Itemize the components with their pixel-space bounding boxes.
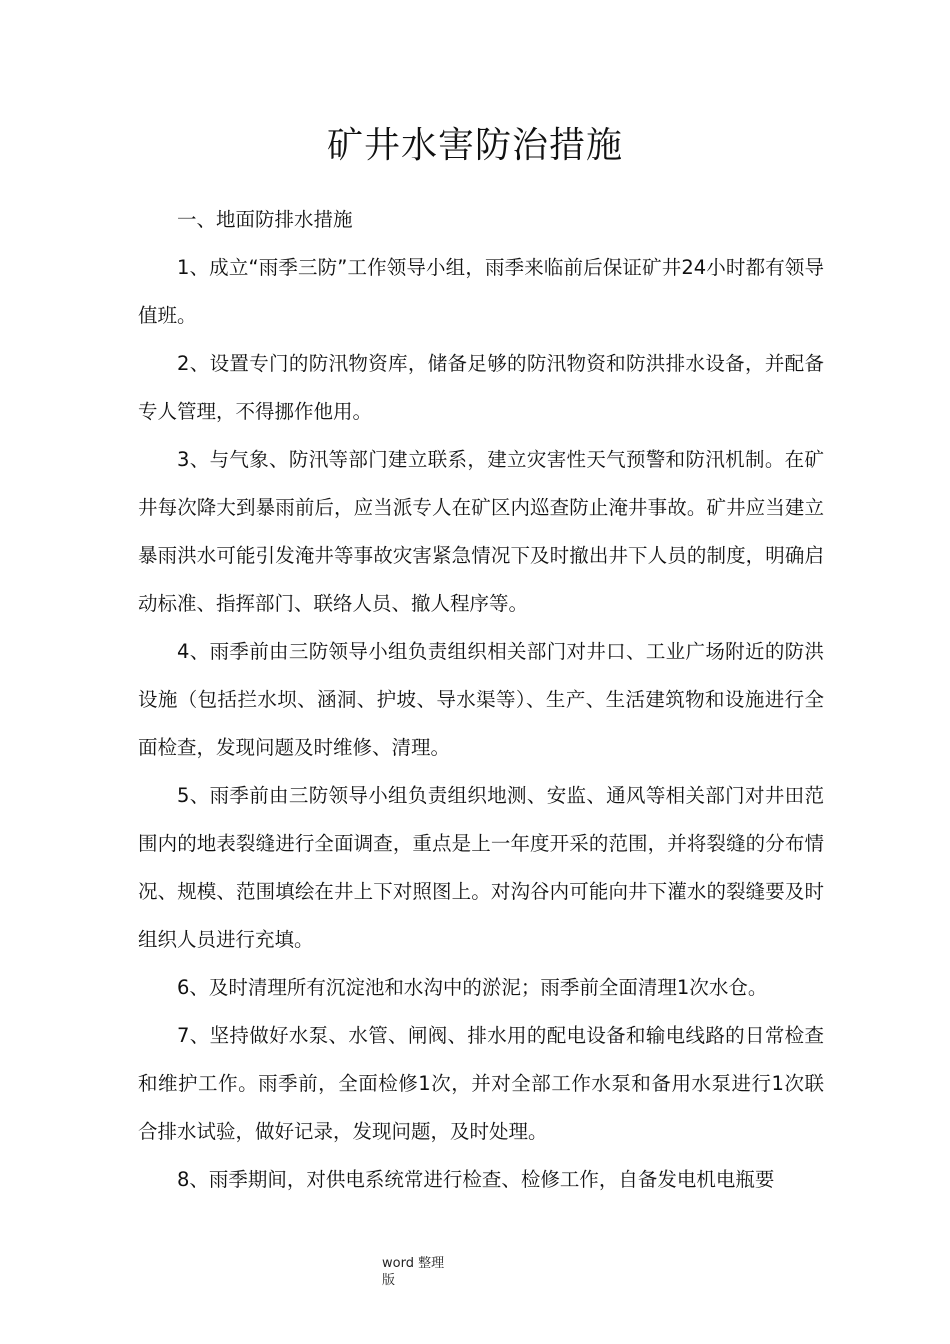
section-heading: 一、地面防排水措施 (177, 208, 353, 231)
document-body (138, 196, 824, 1204)
paragraph-3: 3、与气象、防汛等部门建立联系，建立灾害性天气预警和防汛机制。在矿井每次降大到暴雨前后，应当派专人在矿区内巡查防止淹井事故。矿井应当建立暴雨洪水可能引发淹井等事故灾害紧急情况下及时撤出井下人员的制度，明确启动标准、指挥部门、联络人员、撤人程序等。 (138, 448, 824, 615)
paragraph-8: 8、雨季期间，对供电系统常进行检查、检修工作，自备发电机电瓶要 (177, 1168, 775, 1191)
page-footer: word 整理版 (382, 1256, 445, 1288)
paragraph-6: 6、及时清理所有沉淀池和水沟中的淤泥；雨季前全面清理1次水仓。 (177, 976, 768, 999)
document-title: 矿井水害防治措施 (326, 125, 623, 166)
paragraph-2: 2、设置专门的防汛物资库，储备足够的防汛物资和防洪排水设备，并配备专人管理，不得挪作他用。 (138, 352, 824, 423)
paragraph-5: 5、雨季前由三防领导小组负责组织地测、安监、通风等相关部门对井田范围内的地表裂缝进行全面调查，重点是上一年度开采的范围，并将裂缝的分布情况、规模、范围填绘在井上下对照图上。对沟谷内可能向井下灌水的裂缝要及时组织人员进行充填。 (138, 784, 824, 951)
paragraph-4: 4、雨季前由三防领导小组负责组织相关部门对井口、工业广场附近的防洪设施（包括拦水坝、涵洞、护坡、导水渠等）、生产、生活建筑物和设施进行全面检查，发现问题及时维修、清理。 (138, 640, 824, 759)
paragraph-1: 1、成立“雨季三防”工作领导小组，雨季来临前后保证矿井24小时都有领导值班。 (138, 256, 824, 327)
paragraph-7: 7、坚持做好水泵、水管、闸阀、排水用的配电设备和输电线路的日常检查和维护工作。雨季前，全面检修1次，并对全部工作水泵和备用水泵进行1次联合排水试验，做好记录，发现问题，及时处理。 (138, 1024, 824, 1143)
